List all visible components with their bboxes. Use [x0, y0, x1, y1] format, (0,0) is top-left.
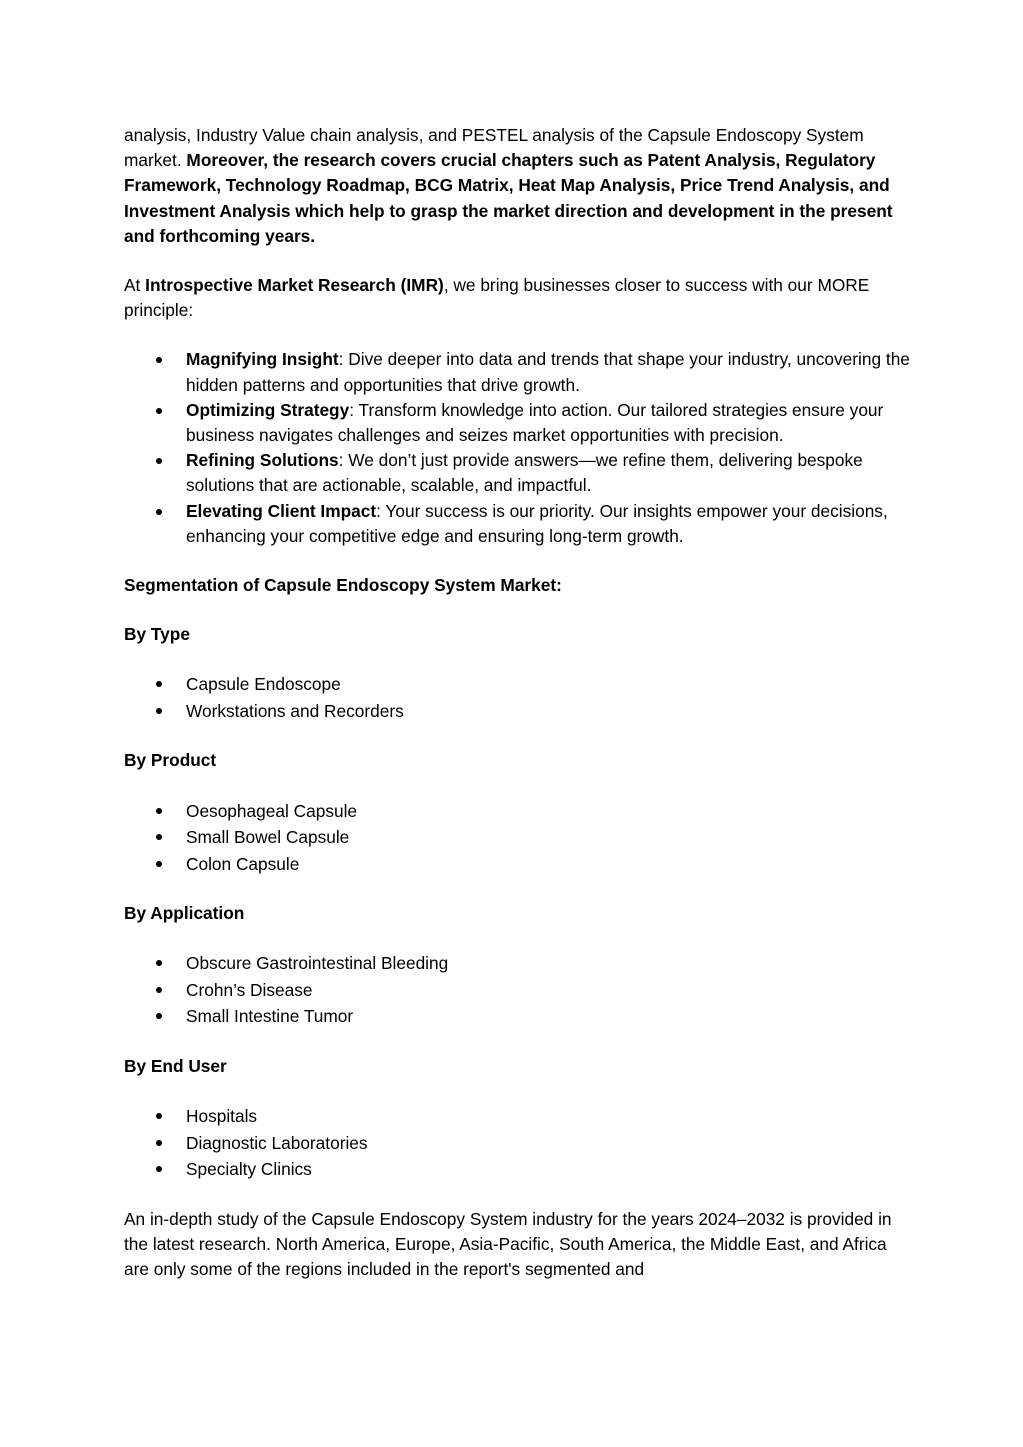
bullet-icon — [156, 960, 162, 966]
principle-item — [124, 398, 914, 448]
bullet-icon — [156, 808, 162, 814]
list-item-label: Capsule Endoscope — [186, 674, 341, 695]
by-end-user-list — [124, 1103, 914, 1183]
principle-item — [124, 499, 914, 549]
bullet-icon — [156, 1166, 162, 1172]
intro-bold-text: Moreover, the research covers crucial chapters such as Patent Analysis, Regulatory Framework, Technology Roadmap, BCG Matrix, Heat Map Analysis, Price Trend Analysis, and Investment Analysis which help to grasp the market direction and development in the present and forthcoming years. — [124, 150, 893, 246]
bullet-icon — [156, 1140, 162, 1146]
segmentation-title: Segmentation of Capsule Endoscopy System Market: — [124, 575, 562, 596]
intro-paragraph — [124, 123, 914, 249]
by-end-user-heading: By End User — [124, 1055, 227, 1076]
list-item — [124, 824, 914, 851]
list-item — [124, 671, 914, 698]
list-item-label: Small Intestine Tumor — [186, 1006, 354, 1027]
list-item-label: Diagnostic Laboratories — [186, 1132, 368, 1153]
imr-company-name: Introspective Market Research (IMR) — [145, 275, 444, 296]
principle-text: : Your success is our priority. Our insights empower your decisions, enhancing your competitive edge and ensuring long-term growth. — [186, 500, 888, 546]
list-item — [124, 698, 914, 725]
list-item-label: Workstations and Recorders — [186, 700, 404, 721]
by-application-list — [124, 950, 914, 1030]
by-type-heading: By Type — [124, 624, 190, 645]
bullet-icon — [156, 458, 162, 464]
imr-suffix: , we bring businesses closer to success with our MORE principle: — [124, 275, 870, 321]
principle-item — [124, 448, 914, 498]
bullet-icon — [156, 708, 162, 714]
principle-title: Refining Solutions — [186, 450, 339, 471]
principle-title: Optimizing Strategy — [186, 399, 350, 420]
bullet-icon — [156, 1013, 162, 1019]
list-item-label: Crohn’s Disease — [186, 979, 313, 1000]
list-item — [124, 950, 914, 977]
principles-list — [124, 347, 914, 549]
by-product-list — [124, 798, 914, 878]
bullet-icon — [156, 987, 162, 993]
list-item — [124, 1156, 914, 1183]
by-product-heading: By Product — [124, 750, 217, 771]
bullet-icon — [156, 509, 162, 515]
list-item — [124, 977, 914, 1004]
bullet-icon — [156, 861, 162, 867]
list-item-label: Obscure Gastrointestinal Bleeding — [186, 953, 449, 974]
bullet-icon — [156, 408, 162, 414]
document-page — [124, 123, 914, 1306]
closing-paragraph: An in-depth study of the Capsule Endoscopy System industry for the years 2024–2032 is provided in the latest research. North America, Europe, Asia-Pacific, South America, the Middle East, and Africa are only some of the regions included in the report's segmented and — [124, 1208, 892, 1279]
list-item — [124, 1103, 914, 1130]
list-item — [124, 1130, 914, 1157]
imr-prefix: At — [124, 275, 146, 296]
list-item — [124, 851, 914, 878]
list-item — [124, 1003, 914, 1030]
principle-title: Elevating Client Impact — [186, 500, 377, 521]
by-application-heading: By Application — [124, 903, 245, 924]
by-type-list — [124, 671, 914, 724]
bullet-icon — [156, 357, 162, 363]
bullet-icon — [156, 681, 162, 687]
list-item-label: Small Bowel Capsule — [186, 827, 350, 848]
imr-paragraph — [124, 273, 914, 323]
principle-text: : We don’t just provide answers—we refine them, delivering bespoke solutions that are actionable, scalable, and impactful. — [186, 450, 863, 496]
principle-item — [124, 347, 914, 397]
list-item-label: Hospitals — [186, 1106, 258, 1127]
list-item-label: Specialty Clinics — [186, 1159, 312, 1180]
bullet-icon — [156, 1113, 162, 1119]
bullet-icon — [156, 834, 162, 840]
principle-text: : Dive deeper into data and trends that shape your industry, uncovering the hidden patterns and opportunities that drive growth. — [186, 349, 910, 395]
list-item-label: Oesophageal Capsule — [186, 800, 358, 821]
intro-plain-text: analysis, Industry Value chain analysis, and PESTEL analysis of the Capsule Endoscopy System market. — [124, 125, 864, 171]
principle-text: : Transform knowledge into action. Our tailored strategies ensure your business navigates challenges and seizes market opportunities with precision. — [186, 399, 884, 446]
principle-title: Magnifying Insight — [186, 349, 339, 370]
list-item-label: Colon Capsule — [186, 853, 300, 874]
list-item — [124, 798, 914, 825]
